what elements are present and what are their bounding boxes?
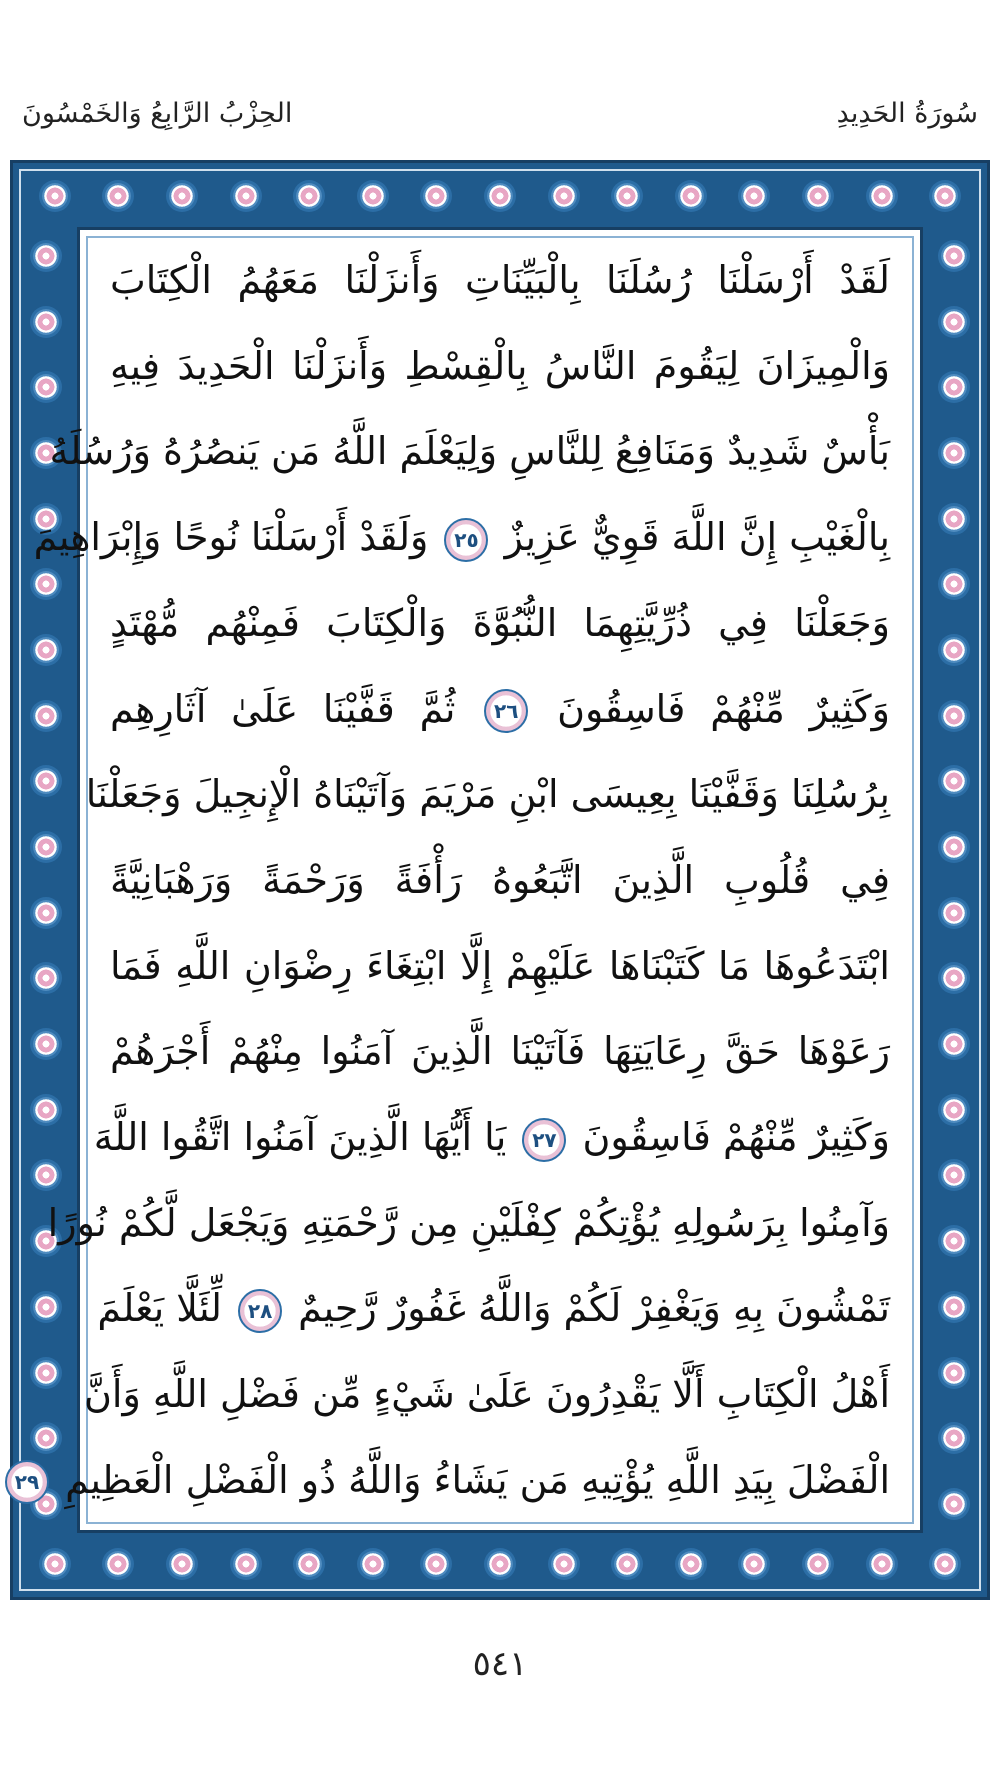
- rosette-icon: [551, 1551, 577, 1577]
- text-line: بِرُسُلِنَا وَقَفَّيْنَا بِعِيسَى ابْنِ مَرْيَمَ وَآتَيْنَاهُ الْإِنجِيلَ وَجَعَلْنَا: [85, 772, 890, 817]
- rosette-icon: [941, 506, 967, 532]
- rosette-icon: [42, 183, 68, 209]
- rosette-icon: [941, 1097, 967, 1123]
- rosette-icon: [33, 309, 59, 335]
- rosette-icon: [932, 183, 958, 209]
- rosette-icon: [423, 183, 449, 209]
- text-line: وَالْمِيزَانَ لِيَقُومَ النَّاسُ بِالْقِسْطِ وَأَنزَلْنَا الْحَدِيدَ فِيهِ: [110, 343, 890, 388]
- surah-name: سُورَةُ الحَدِيدِ: [836, 97, 978, 129]
- rosette-icon: [941, 768, 967, 794]
- rosette-icon: [33, 1031, 59, 1057]
- rosette-icon: [33, 243, 59, 269]
- rosette-icon: [105, 183, 131, 209]
- rosette-icon: [805, 183, 831, 209]
- text-line: لَقَدْ أَرْسَلْنَا رُسُلَنَا بِالْبَيِّنَاتِ وَأَنزَلْنَا مَعَهُمُ الْكِتَابَ: [110, 258, 890, 302]
- rosette-icon: [233, 183, 259, 209]
- rosette-icon: [360, 183, 386, 209]
- rosette-icon: [941, 440, 967, 466]
- text-line: تَمْشُونَ بِهِ وَيَغْفِرْ لَكُمْ وَاللَّهُ غَفُورٌ رَّحِيمٌ ٢٨ لِّئَلَّا يَعْلَمَ: [110, 1272, 890, 1344]
- border-right-ornaments: [929, 223, 979, 1537]
- text-line: ابْتَدَعُوهَا مَا كَتَبْنَاهَا عَلَيْهِمْ إِلَّا ابْتِغَاءَ رِضْوَانِ اللَّهِ فَمَا: [110, 943, 890, 988]
- text-line: وَجَعَلْنَا فِي ذُرِّيَّتِهِمَا النُّبُوَّةَ وَالْكِتَابَ فَمِنْهُم مُّهْتَدٍ: [110, 600, 890, 645]
- rosette-icon: [33, 1360, 59, 1386]
- rosette-icon: [941, 1294, 967, 1320]
- text-line: بَأْسٌ شَدِيدٌ وَمَنَافِعُ لِلنَّاسِ وَلِيَعْلَمَ اللَّهُ مَن يَنصُرُهُ وَرُسُلَهُ: [49, 429, 890, 474]
- page-header: [22, 88, 978, 138]
- rosette-icon: [941, 900, 967, 926]
- rosette-icon: [169, 183, 195, 209]
- page-number: ٥٤١: [472, 1644, 528, 1684]
- rosette-icon: [932, 1551, 958, 1577]
- text-line: رَعَوْهَا حَقَّ رِعَايَتِهَا فَآتَيْنَا الَّذِينَ آمَنُوا مِنْهُمْ أَجْرَهُمْ: [110, 1029, 890, 1074]
- text-line: وَكَثِيرٌ مِّنْهُمْ فَاسِقُونَ ٢٦ ثُمَّ قَفَّيْنَا عَلَىٰ آثَارِهِم: [110, 673, 890, 745]
- ayah-end-marker-icon: ٢٧: [522, 1118, 566, 1162]
- rosette-icon: [33, 637, 59, 663]
- hizb-name: الحِزْبُ الرَّابِعُ وَالخَمْسُونَ: [22, 97, 293, 129]
- rosette-icon: [33, 1162, 59, 1188]
- rosette-icon: [169, 1551, 195, 1577]
- rosette-icon: [360, 1551, 386, 1577]
- rosette-icon: [33, 703, 59, 729]
- text-line: أَهْلُ الْكِتَابِ أَلَّا يَقْدِرُونَ عَلَىٰ شَيْءٍ مِّن فَضْلِ اللَّهِ وَأَنَّ: [84, 1372, 890, 1417]
- rosette-icon: [678, 183, 704, 209]
- rosette-icon: [941, 309, 967, 335]
- rosette-icon: [741, 183, 767, 209]
- ayah-end-marker-icon: ٢٥: [444, 518, 488, 562]
- rosette-icon: [941, 1228, 967, 1254]
- rosette-icon: [614, 183, 640, 209]
- rosette-icon: [487, 1551, 513, 1577]
- rosette-icon: [233, 1551, 259, 1577]
- text-line: فِي قُلُوبِ الَّذِينَ اتَّبَعُوهُ رَأْفَةً وَرَحْمَةً وَرَهْبَانِيَّةً: [110, 857, 890, 902]
- rosette-icon: [33, 1294, 59, 1320]
- border-top-ornaments: [23, 171, 977, 221]
- text-line: الْفَضْلَ بِيَدِ اللَّهِ يُؤْتِيهِ مَن يَشَاءُ وَاللَّهُ ذُو الْفَضْلِ الْعَظِيمِ ٢٩: [110, 1444, 890, 1516]
- text-panel: [14, 227, 923, 1533]
- rosette-icon: [805, 1551, 831, 1577]
- rosette-icon: [614, 1551, 640, 1577]
- rosette-icon: [941, 571, 967, 597]
- rosette-icon: [941, 1360, 967, 1386]
- rosette-icon: [296, 183, 322, 209]
- rosette-icon: [869, 183, 895, 209]
- text-line: بِالْغَيْبِ إِنَّ اللَّهَ قَوِيٌّ عَزِيزٌ ٢٥ وَلَقَدْ أَرْسَلْنَا نُوحًا وَإِبْرَاهِيمَ: [110, 501, 890, 573]
- rosette-icon: [296, 1551, 322, 1577]
- rosette-icon: [941, 703, 967, 729]
- rosette-icon: [33, 571, 59, 597]
- rosette-icon: [941, 1031, 967, 1057]
- border-bottom-ornaments: [23, 1539, 977, 1589]
- rosette-icon: [741, 1551, 767, 1577]
- rosette-icon: [42, 1551, 68, 1577]
- rosette-icon: [33, 768, 59, 794]
- ornamental-border: [10, 160, 990, 1600]
- rosette-icon: [105, 1551, 131, 1577]
- rosette-icon: [33, 374, 59, 400]
- rosette-icon: [941, 965, 967, 991]
- rosette-icon: [33, 834, 59, 860]
- quran-text: [14, 244, 890, 1516]
- rosette-icon: [487, 183, 513, 209]
- rosette-icon: [678, 1551, 704, 1577]
- text-line: وَكَثِيرٌ مِّنْهُمْ فَاسِقُونَ ٢٧ يَا أَيُّهَا الَّذِينَ آمَنُوا اتَّقُوا اللَّهَ: [110, 1101, 890, 1173]
- rosette-icon: [33, 965, 59, 991]
- rosette-icon: [941, 637, 967, 663]
- rosette-icon: [423, 1551, 449, 1577]
- rosette-icon: [33, 900, 59, 926]
- ayah-end-marker-icon: ٢٦: [484, 689, 528, 733]
- ayah-end-marker-icon: ٢٩: [5, 1460, 49, 1504]
- ayah-end-marker-icon: ٢٨: [238, 1289, 282, 1333]
- rosette-icon: [941, 1425, 967, 1451]
- rosette-icon: [941, 1162, 967, 1188]
- rosette-icon: [551, 183, 577, 209]
- text-line: وَآمِنُوا بِرَسُولِهِ يُؤْتِكُمْ كِفْلَيْنِ مِن رَّحْمَتِهِ وَيَجْعَل لَّكُمْ نُورًا: [47, 1200, 890, 1245]
- rosette-icon: [941, 374, 967, 400]
- rosette-icon: [33, 1097, 59, 1123]
- rosette-icon: [941, 1491, 967, 1517]
- rosette-icon: [869, 1551, 895, 1577]
- rosette-icon: [941, 243, 967, 269]
- rosette-icon: [941, 834, 967, 860]
